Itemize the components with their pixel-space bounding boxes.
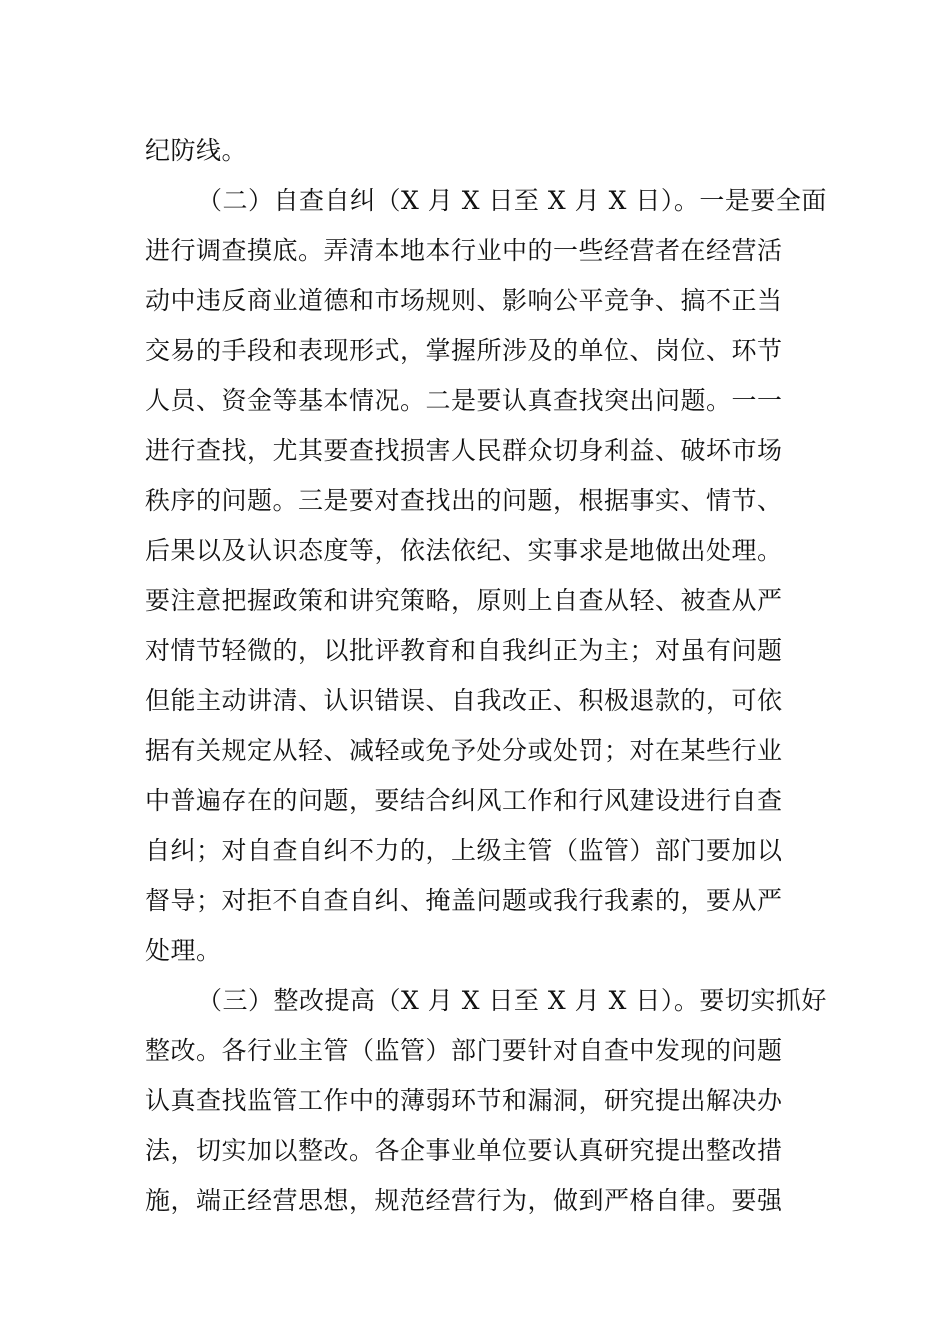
text-line: 法，切实加以整改。各企事业单位要认真研究提出整改措 bbox=[145, 1136, 783, 1165]
text-line: 认真查找监管工作中的薄弱环节和漏洞，研究提出解决办 bbox=[145, 1086, 783, 1115]
text-line: 据有关规定从轻、减轻或免予处分或处罚；对在某些行业 bbox=[145, 736, 783, 765]
section-heading-line: （三）整改提高（X 月 X 日至 X 月 X 日）。要切实抓好 bbox=[197, 986, 827, 1015]
text-line: 中普遍存在的问题，要结合纠风工作和行风建设进行自查 bbox=[145, 786, 783, 815]
text-line: 秩序的问题。三是要对查找出的问题，根据事实、情节、 bbox=[145, 486, 783, 515]
text-line: 整改。各行业主管（监管）部门要针对自查中发现的问题 bbox=[145, 1036, 783, 1065]
text-line: 人员、资金等基本情况。二是要认真查找突出问题。一一 bbox=[145, 386, 783, 415]
text-line: 纪防线。 bbox=[145, 136, 248, 165]
text-line: 自纠；对自查自纠不力的，上级主管（监管）部门要加以 bbox=[145, 836, 783, 865]
text-line: 但能主动讲清、认识错误、自我改正、积极退款的，可依 bbox=[145, 686, 783, 715]
document-body bbox=[145, 126, 825, 1226]
text-line: 交易的手段和表现形式，掌握所涉及的单位、岗位、环节 bbox=[145, 336, 783, 365]
text-line: 后果以及认识态度等，依法依纪、实事求是地做出处理。 bbox=[145, 536, 783, 565]
text-line: 施，端正经营思想，规范经营行为，做到严格自律。要强 bbox=[145, 1186, 783, 1215]
text-line: 动中违反商业道德和市场规则、影响公平竞争、搞不正当 bbox=[145, 286, 783, 315]
text-line: 对情节轻微的，以批评教育和自我纠正为主；对虽有问题 bbox=[145, 636, 783, 665]
text-line: 督导；对拒不自查自纠、掩盖问题或我行我素的，要从严 bbox=[145, 886, 783, 915]
section-heading-line: （二）自查自纠（X 月 X 日至 X 月 X 日）。一是要全面 bbox=[197, 186, 827, 215]
text-line: 处理。 bbox=[145, 936, 222, 965]
text-line: 要注意把握政策和讲究策略，原则上自查从轻、被查从严 bbox=[145, 586, 783, 615]
text-line: 进行调查摸底。弄清本地本行业中的一些经营者在经营活 bbox=[145, 236, 783, 265]
text-line: 进行查找，尤其要查找损害人民群众切身利益、破坏市场 bbox=[145, 436, 783, 465]
